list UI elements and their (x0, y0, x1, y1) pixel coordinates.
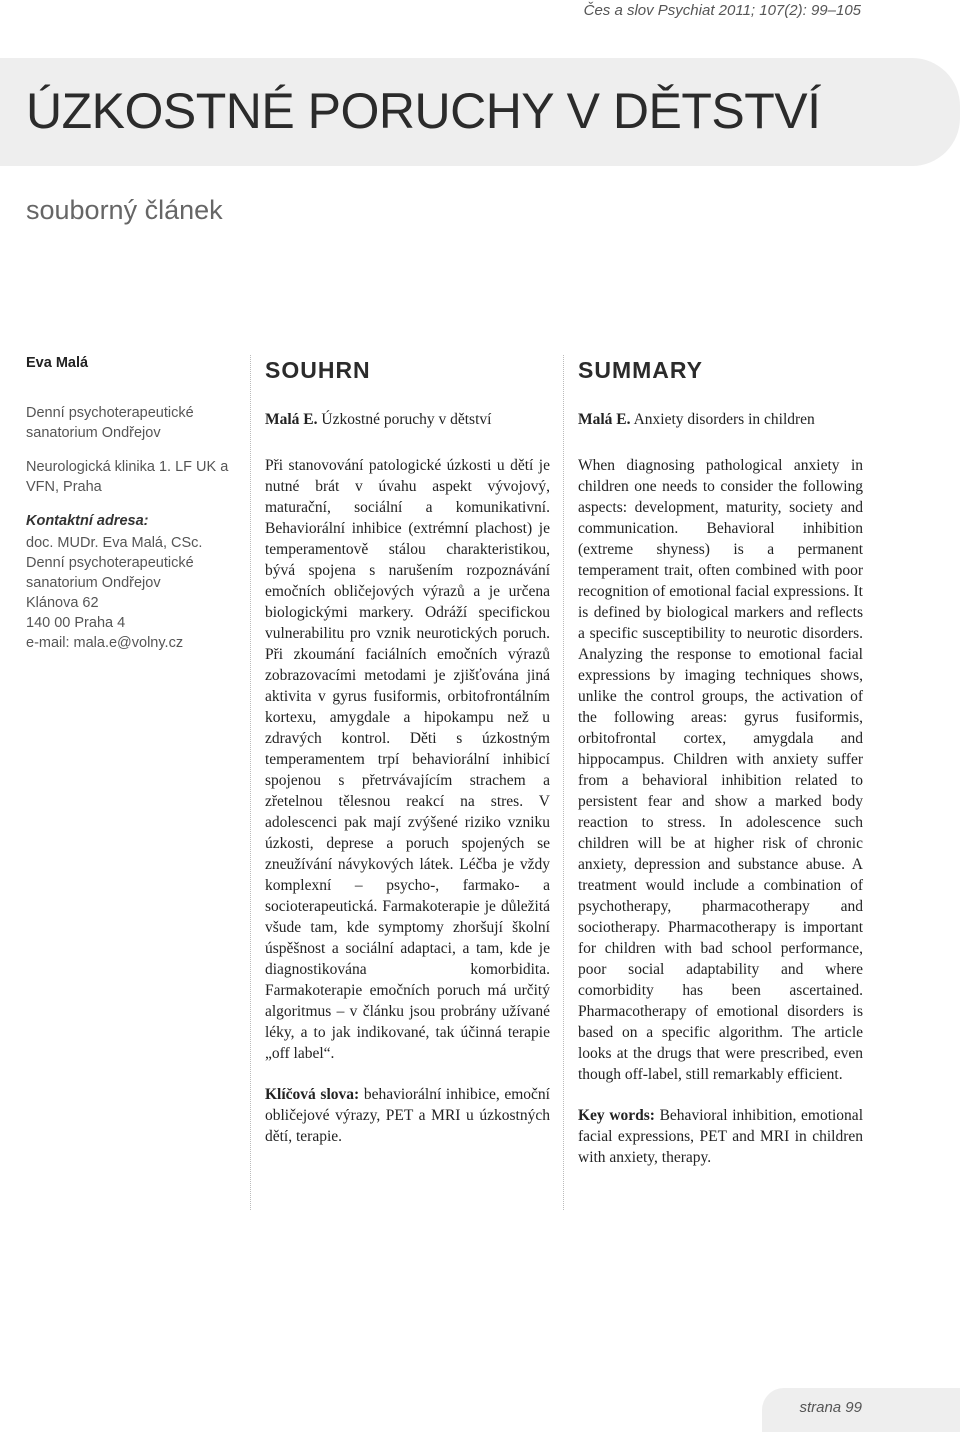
contact-line: doc. MUDr. Eva Malá, CSc. (26, 535, 203, 551)
article-type: souborný článek (26, 195, 223, 225)
summary-keywords-text: Behavioral inhibition, emotional facial expressions, PET and MRI in children with anxiety, therapy. (578, 1107, 863, 1166)
contact-line: Klánova 62 (26, 595, 99, 611)
affiliation-1: Denní psychoterapeutické sanatorium Ondřejov (26, 405, 194, 441)
souhrn-keywords (265, 1084, 550, 1147)
article-title: ÚZKOSTNÉ PORUCHY V DĚTSTVÍ (26, 83, 821, 139)
souhrn-citation-title: Úzkostné poruchy v dětství (321, 411, 492, 428)
journal-reference: Čes a slov Psychiat 2011; 107(2): 99–105 (583, 2, 861, 19)
souhrn-keywords-label: Klíčová slova: (265, 1086, 360, 1103)
summary-keywords-label: Key words: (578, 1107, 655, 1124)
contact-line: sanatorium Ondřejov (26, 575, 161, 591)
page-number: strana 99 (799, 1399, 862, 1416)
summary-heading: SUMMARY (578, 357, 703, 383)
souhrn-keywords-text: behaviorální inhibice, emoční obličejové výrazy, PET a MRI u úzkostných dětí, terapie. (265, 1086, 550, 1145)
summary-citation-title: Anxiety disorders in children (633, 411, 815, 428)
author-column (26, 353, 238, 653)
souhrn-abstract: Při stanovování patologické úzkosti u dětí je nutné brát v úvahu aspekt vývojový, maturační, sociální a komunikativní. Behaviorální inhibice (extrémní plachost) je temperamentově stálou charakteristikou, bývá spojena s narušením rozpoznávání emočních obličejových výrazů a je určena biologickými markery. Odráží specifickou vulnerabilitu pro vznik neurotických poruch. Při zkoumání faciálních emočních výrazů zobrazovacími metodami je zjišťována jiná aktivita v gyrus fusiformis, orbitofrontálním kortexu, amygdale a hipokampu než u zdravých kontrol. Děti s úzkostným temperamentem trpí behaviorální inhibicí spojenou s přetrvávajícím strachem a zřetelnou tělesnou reakcí na stres. V adolescenci pak mají zvýšené riziko vzniku úzkosti, deprese a poruch spojených se zneužívání návykových látek. Léčba je vždy komplexní – psycho-, farmako- a socioterapeutická. Farmakoterapie je důležitá všude tam, kde symptomy zhoršují školní úspěšnost a sociální adaptaci, a tam, kde je diagnostikována komorbidita. Farmakoterapie emočních poruch má určitý algoritmus – v článku jsou probrány užívané léky, a to jak indikované, tak účinná terapie „off label“. (265, 457, 550, 1062)
souhrn-column (250, 355, 550, 1210)
author-name: Eva Malá (26, 355, 89, 371)
affiliation-2: Neurologická klinika 1. LF UK a VFN, Praha (26, 459, 229, 495)
souhrn-citation-author: Malá E. (265, 411, 318, 428)
summary-column (563, 355, 863, 1210)
summary-citation (578, 411, 863, 429)
contact-line: 140 00 Praha 4 (26, 615, 126, 631)
souhrn-citation (265, 411, 550, 429)
summary-abstract: When diagnosing pathological anxiety in children one needs to consider the following aspects: development, maturity, society and communication. Behavioral inhibition (extreme shyness) is a permanent temperament trait, often combined with poor recognition of emotional facial expressions. It is defined by biological markers and reflects a specific susceptibility to neurotic disorders. Analyzing the response to emotional facial expressions by imaging techniques shows, unlike the control groups, the activation of the following areas: gyrus fusiformis, orbitofrontal cortex, amygdala and hippocampus. Children with anxiety suffer from a behavioral inhibition related to persistent fear and show a marked body reaction to stress. In adolescence such children will be at higher risk of chronic anxiety, depression and substance abuse. A treatment would include a combination of psychotherapy, pharmacotherapy and sociotherapy. Pharmacotherapy is important for children with bad school performance, poor social adaptability and where comorbidity has been ascertained. Pharmacotherapy of emotional disorders is based on a specific algorithm. The article looks at the drugs that were prescribed, even though off-label, still remarkably efficient. (578, 457, 863, 1083)
summary-keywords (578, 1105, 863, 1168)
contact-label: Kontaktní adresa: (26, 513, 149, 529)
contact-line: Denní psychoterapeutické (26, 555, 194, 571)
souhrn-heading: SOUHRN (265, 357, 371, 383)
summary-citation-author: Malá E. (578, 411, 631, 428)
contact-email: e-mail: mala.e@volny.cz (26, 635, 184, 651)
